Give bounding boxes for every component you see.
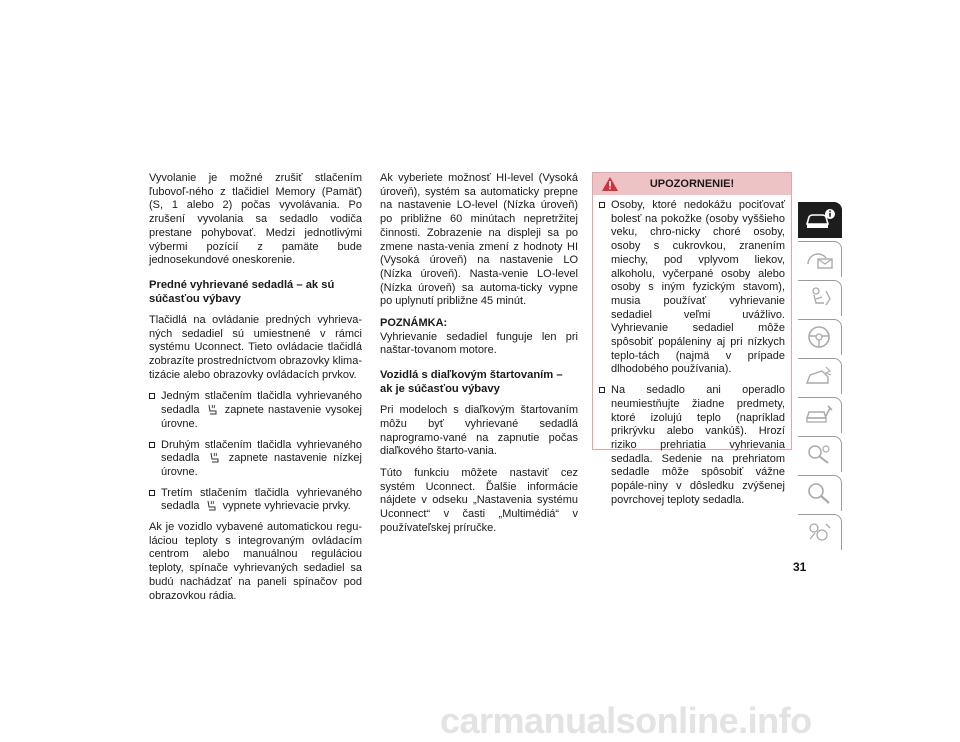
index-icon bbox=[804, 519, 836, 545]
chapter-tabs bbox=[798, 202, 844, 553]
heated-seat-icon bbox=[206, 404, 219, 416]
warning-box bbox=[592, 172, 792, 506]
hi-level-paragraph: Ak vyberiete možnosť HI-level (Vysoká úroveň), systém sa automaticky prepne na nastavenie LO-level (Nízka úroveň) po približne 60 minútach nepretržitej činnosti. Zobrazenie na displeji sa po zmene nasta-venia zmení z hodnoty HI (Vysoká úroveň) na nastavenie LO (Nízka úroveň). Nasta-venie LO-level (Nízka úroveň) sa automa-ticky vypne po uplynutí približne 45 minút. bbox=[380, 172, 578, 308]
tab-driving[interactable] bbox=[798, 319, 842, 355]
bullet-square-icon bbox=[149, 393, 155, 399]
steering-wheel-icon bbox=[804, 324, 836, 350]
intro-paragraph: Vyvolanie je možné zrušiť stlačením ľubovoľ-ného z tlačidiel Memory (Pamäť) (S, 1 alebo 2) počas vyvolávania. Po zrušení vyvolania sa sedadlo vodiča prestane pohybovať. Medzi jednotlivými výbermi pozícií z pamäte bude jednosekundové oneskorenie. bbox=[149, 172, 362, 267]
note-title: POZNÁMKA: bbox=[380, 317, 448, 330]
remote-start-paragraph: Pri modeloch s diaľkovým štartovaním môžu byť vyhrievané sedadlá naprogramo-vané na zapnutie počas diaľkového štarto-vania. bbox=[380, 404, 578, 458]
heated-seat-icon bbox=[205, 500, 218, 512]
bullet-square-icon bbox=[599, 202, 605, 208]
column-left bbox=[149, 172, 362, 611]
warning-header bbox=[593, 173, 791, 195]
tab-dashboard[interactable] bbox=[798, 241, 842, 277]
tab-car-info[interactable] bbox=[798, 202, 842, 238]
warning-body bbox=[593, 195, 791, 518]
tab-specifications[interactable] bbox=[798, 436, 842, 472]
tools-icon bbox=[804, 441, 836, 467]
note-block bbox=[380, 317, 578, 358]
bullet-item: Tretím stlačením tlačidla vyhrievaného sedadla vypnete vyhrievacie prvky. bbox=[149, 487, 362, 514]
warning-triangle-icon bbox=[601, 176, 619, 192]
bullet-square-icon bbox=[149, 442, 155, 448]
heated-seats-paragraph: Tlačidlá na ovládanie predných vyhrieva-ných sedadiel sú umiestnené v rámci systému Uconnect. Tieto ovládacie tlačidlá zobrazíte prostredníctvom obrazovky klima-tizácie alebo obrazovky ovládacích prvkov. bbox=[149, 313, 362, 381]
bullet-square-icon bbox=[599, 387, 605, 393]
watermark: carmanualsonline.info bbox=[440, 700, 812, 741]
bullet-item: Jedným stlačením tlačidla vyhrievaného sedadla zapnete nastavenie vysokej úrovne. bbox=[149, 390, 362, 431]
note-text: Vyhrievanie sedadiel funguje len pri naštar-tovanom motore. bbox=[380, 330, 578, 357]
tab-multimedia[interactable] bbox=[798, 475, 842, 511]
bullet-square-icon bbox=[149, 490, 155, 496]
tab-index[interactable] bbox=[798, 514, 842, 550]
page-number: 31 bbox=[793, 560, 807, 574]
section-heading-front-heated-seats: Predné vyhrievané sedadlá – ak sú súčasťou výbavy bbox=[149, 278, 335, 305]
warning-bullet: Osoby, ktoré nedokážu pociťovať bolesť na pokožke (osoby vyššieho veku, chro-nicky choré osoby, osoby s cukrovkou, zranením miechy, pod vplyvom liekov, alkoholu, vyčerpané osoby alebo osoby s iným fyzickým stavom), musia používať vyhrievanie sedadiel veľmi uvážlivo. Vyhrievanie sedadiel môže spôsobiť popáleniny aj pri nízkych teplo-tách (najmä v prípade dlhodobého používania). bbox=[599, 199, 785, 377]
tab-service[interactable] bbox=[798, 397, 842, 433]
envelope-dashboard-icon bbox=[804, 246, 836, 272]
airbag-seat-icon bbox=[804, 285, 836, 311]
tab-safety[interactable] bbox=[798, 280, 842, 316]
bullet-item: Druhým stlačením tlačidla vyhrievaného sedadla zapnete nastavenie nízkej úrovne. bbox=[149, 439, 362, 480]
heated-seat-icon bbox=[208, 452, 221, 464]
warning-title: UPOZORNENIE! bbox=[649, 178, 735, 190]
warning-bullet: Na sedadlo ani operadlo neumiestňujte žiadne predmety, ktoré izolujú teplo (napríklad prikrývku alebo vankúš). Hrozí riziko prehriatia vyhrievania sedadla. Sedenie na prehriatom sedadle môže spôsobiť vážne popále-niny v dôsledku zvýšenej povrchovej teploty sedadla. bbox=[599, 384, 785, 507]
car-crash-icon bbox=[804, 363, 836, 389]
search-icon bbox=[804, 480, 836, 506]
car-service-icon bbox=[804, 402, 836, 428]
column-middle bbox=[380, 172, 578, 543]
car-info-icon bbox=[804, 207, 836, 233]
section-heading-remote-start: Vozidlá s diaľkovým štartovaním – ak je súčasťou výbavy bbox=[380, 369, 563, 396]
auto-climate-paragraph: Ak je vozidlo vybavené automatickou regu-láciou teploty s integrovaným ovládacím centrom alebo manuálnou reguláciou teploty, spínače vyhrievaných sedadiel sa budú nachádzať na paneli spínačov pod obrazovkou rádia. bbox=[149, 521, 362, 602]
tab-emergency[interactable] bbox=[798, 358, 842, 394]
uconnect-paragraph: Túto funkciu môžete nastaviť cez systém Uconnect. Ďalšie informácie nájdete v odseku „Nastavenia systému Uconnect“ v časti „Multimédiá“ v používateľskej príručke. bbox=[380, 466, 578, 534]
